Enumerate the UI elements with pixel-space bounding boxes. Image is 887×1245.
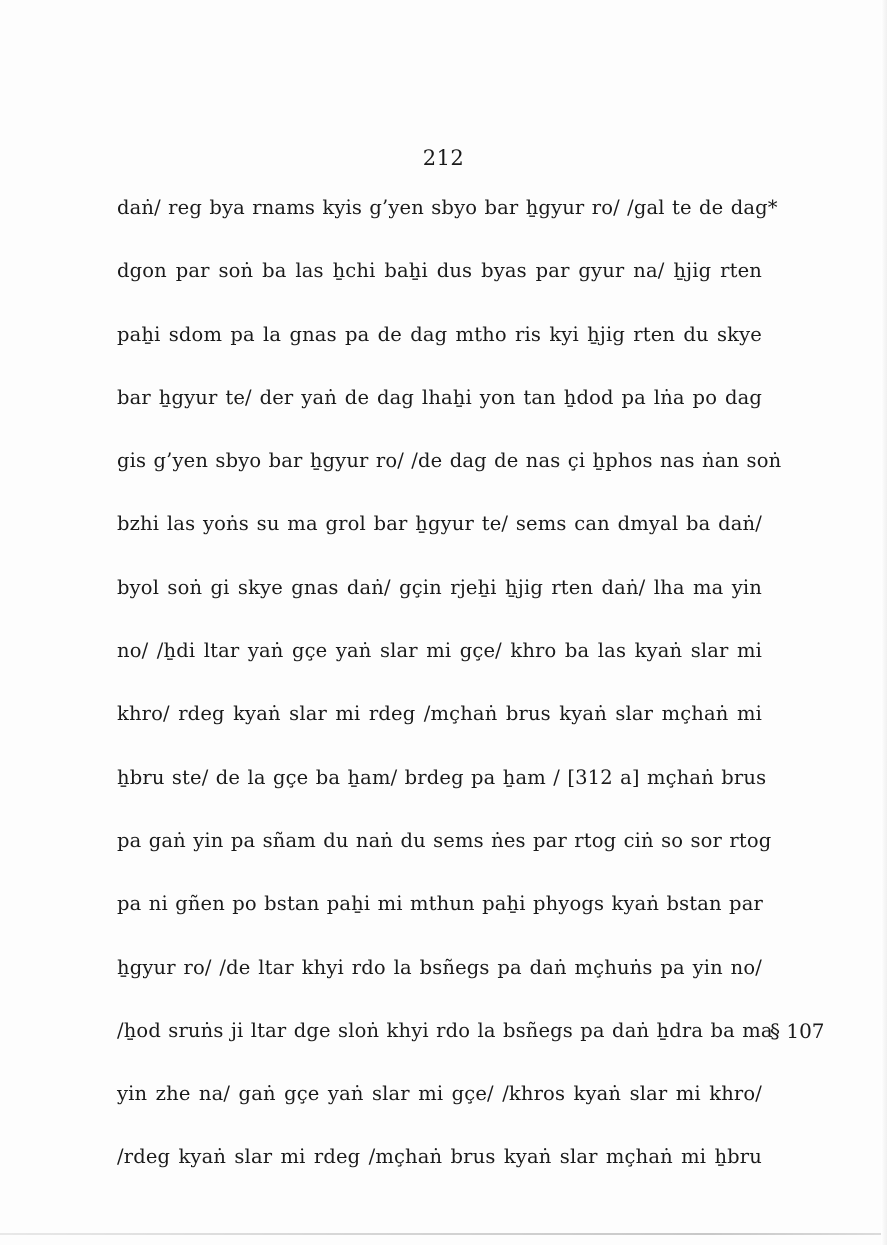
text-line: [117, 886, 762, 949]
page-number: 212: [422, 146, 465, 170]
page-bottom-edge: [0, 1233, 887, 1235]
text-line: [117, 570, 762, 633]
text-line: [117, 950, 762, 1013]
text-line-content: pa ni gñen po bstan paẖi mi mthun paẖi phyogs kyaṅ bstan par: [117, 892, 763, 916]
text-line: [117, 696, 762, 759]
text-line-content: /rdeg kyaṅ slar mi rdeg /mçhaṅ brus kyaṅ slar mçhaṅ mi ẖbru: [117, 1145, 762, 1169]
text-line-content: bzhi las yoṅs su ma grol bar ẖgyur te/ sems can dmyal ba daṅ/: [117, 512, 762, 536]
text-line-content: no/ /ẖdi ltar yaṅ gçe yaṅ slar mi gçe/ khro ba las kyaṅ slar mi: [117, 639, 762, 663]
text-line: [117, 190, 778, 253]
text-line-content: byol soṅ gi skye gnas daṅ/ gçin rjeẖi ẖjig rten daṅ/ lha ma yin: [117, 575, 762, 599]
text-line: [117, 1139, 762, 1202]
text-line: [117, 317, 762, 380]
text-line: [117, 1013, 773, 1076]
text-line: [117, 823, 772, 886]
page-right-edge: [881, 0, 887, 1245]
text-line-content: ẖbru ste/ de la gçe ba ẖam/ brdeg pa ẖam / [312 a] mçhaṅ brus: [117, 765, 767, 789]
text-line: [117, 760, 767, 823]
text-line-content: ẖgyur ro/ /de ltar khyi rdo la bsñegs pa daṅ mçhuṅs pa yin no/: [117, 955, 762, 979]
text-line: [117, 1076, 762, 1139]
section-margin-note: § 107: [770, 1019, 825, 1043]
text-line-content: bar ẖgyur te/ der yaṅ de dag lhaẖi yon tan ẖdod pa lṅa po dag: [117, 385, 762, 409]
text-line-content: pa gaṅ yin pa sñam du naṅ du sems ṅes par rtog ciṅ so sor rtog: [117, 828, 772, 852]
text-line-content: khro/ rdeg kyaṅ slar mi rdeg /mçhaṅ brus kyaṅ slar mçhaṅ mi: [117, 702, 762, 726]
text-line: [117, 633, 762, 696]
text-line: [117, 506, 762, 569]
text-line-content: dgon par soṅ ba las ẖchi baẖi dus byas par gyur na/ ẖjig rten: [117, 259, 762, 283]
text-line: [117, 253, 762, 316]
text-line: [117, 380, 762, 443]
text-line-content: gis g’yen sbyo bar ẖgyur ro/ /de dag de nas çi ẖphos nas ṅan soṅ: [117, 449, 782, 473]
text-line-content: daṅ/ reg bya rnams kyis g’yen sbyo bar ẖgyur ro/ /gal te de dag*: [117, 196, 778, 219]
body-text: [117, 190, 782, 1203]
text-line: [117, 443, 782, 506]
text-line-content: paẖi sdom pa la gnas pa de dag mtho ris kyi ẖjig rten du skye: [117, 322, 762, 346]
text-line-content: /ẖod sruṅs ji ltar dge sloṅ khyi rdo la bsñegs pa daṅ ẖdra ba ma: [117, 1018, 773, 1042]
text-line-content: yin zhe na/ gaṅ gçe yaṅ slar mi gçe/ /khros kyaṅ slar mi khro/: [117, 1082, 762, 1106]
